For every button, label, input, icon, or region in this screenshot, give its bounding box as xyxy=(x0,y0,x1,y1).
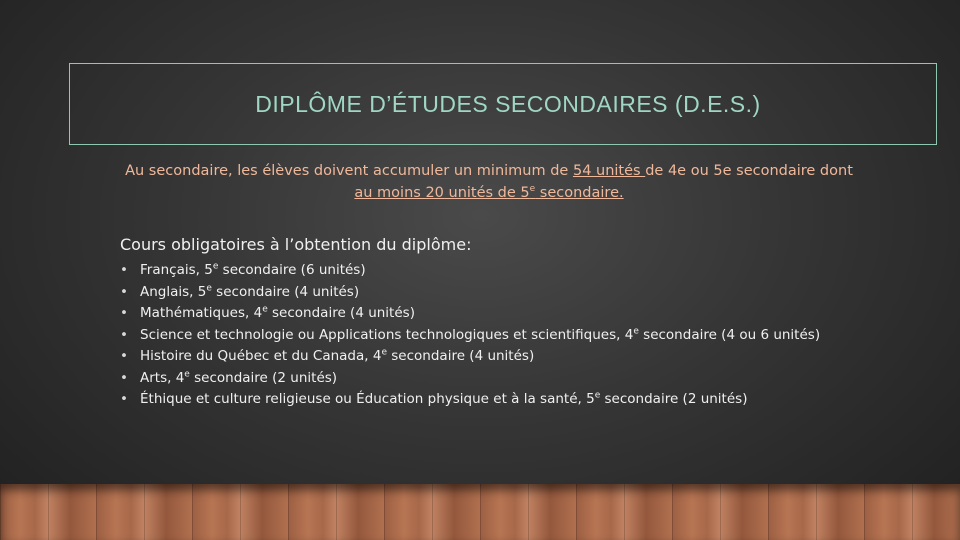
course-name: Français, 5 xyxy=(140,262,213,278)
course-item xyxy=(120,389,850,411)
intro-text-2: de 4e ou 5e secondaire dont xyxy=(645,163,853,179)
course-list xyxy=(120,260,850,411)
course-grade-sup: e xyxy=(381,347,387,358)
course-name: Histoire du Québec et du Canada, 4 xyxy=(140,348,382,364)
course-units: secondaire (4 unités) xyxy=(267,305,415,321)
intro-underlined-minimum xyxy=(354,185,623,201)
course-grade-sup: e xyxy=(633,326,639,336)
intro-minimum-sup: e xyxy=(529,184,536,195)
intro-minimum-text: au moins 20 unités de 5 xyxy=(354,185,530,201)
course-grade-sup: e xyxy=(212,261,219,272)
course-item xyxy=(120,325,850,347)
course-name: Arts, 4 xyxy=(140,369,185,386)
course-grade-sup: e xyxy=(206,283,212,293)
intro-paragraph xyxy=(120,160,858,204)
course-units: secondaire (4 unités) xyxy=(211,283,360,300)
intro-underlined-units: 54 unités xyxy=(572,163,646,179)
intro-minimum-end: secondaire. xyxy=(535,185,624,201)
course-units: secondaire (2 unités) xyxy=(600,391,748,407)
slide-title: DIPLÔME D’ÉTUDES SECONDAIRES (D.E.S.) xyxy=(255,90,761,117)
intro-text-1: Au secondaire, les élèves doivent accumuler un minimum de xyxy=(125,163,573,179)
course-item xyxy=(120,346,850,368)
course-item xyxy=(120,303,850,325)
course-item xyxy=(120,282,850,304)
course-grade-sup: e xyxy=(184,369,190,379)
course-item xyxy=(120,368,850,390)
course-grade-sup: e xyxy=(262,304,268,315)
wood-floor xyxy=(0,484,960,540)
title-frame xyxy=(69,63,937,145)
course-units: secondaire (2 unités) xyxy=(189,369,338,386)
course-units: secondaire (4 unités) xyxy=(386,348,535,364)
course-name: Mathématiques, 4 xyxy=(140,305,263,321)
course-item xyxy=(120,260,850,282)
courses-heading: Cours obligatoires à l’obtention du diplôme: xyxy=(120,235,472,254)
course-units: secondaire (6 unités) xyxy=(218,262,366,278)
course-name: Éthique et culture religieuse ou Éducation physique et à la santé, 5 xyxy=(140,391,595,407)
course-grade-sup: e xyxy=(594,390,601,401)
course-units: secondaire (4 ou 6 unités) xyxy=(638,326,821,343)
course-name: Science et technologie ou Applications technologiques et scientifiques, 4 xyxy=(140,326,634,343)
course-name: Anglais, 5 xyxy=(140,283,207,300)
